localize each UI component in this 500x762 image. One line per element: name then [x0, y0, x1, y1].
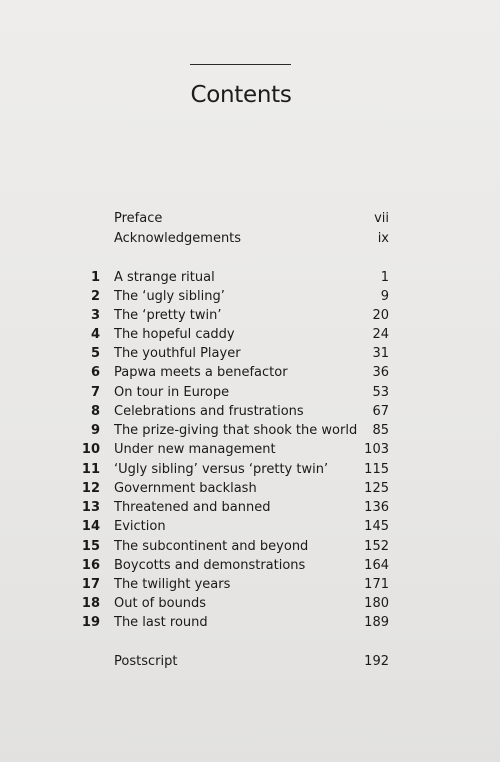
toc-entry-acknowledgements[interactable] [0, 231, 500, 247]
chapter-page: 115 [364, 462, 389, 477]
chapter-title: Boycotts and demonstrations [114, 558, 306, 573]
chapter-number: 1 [90, 270, 100, 285]
toc-entry-page: ix [377, 231, 389, 246]
chapter-page: 164 [364, 558, 389, 573]
chapter-title: Out of bounds [114, 596, 207, 611]
chapter-page: 1 [380, 270, 389, 285]
chapter-title: The hopeful caddy [114, 327, 235, 342]
chapter-page: 180 [364, 596, 389, 611]
chapter-title: Papwa meets a benefactor [114, 365, 288, 380]
toc-entry-preface[interactable] [0, 211, 500, 227]
chapter-title: The ‘ugly sibling’ [114, 289, 225, 304]
chapter-page: 20 [372, 308, 389, 323]
toc-chapter-5[interactable] [0, 346, 500, 362]
chapter-page: 85 [372, 423, 389, 438]
chapter-number: 5 [90, 346, 100, 361]
toc-chapter-7[interactable] [0, 385, 500, 401]
chapter-title: Government backlash [114, 481, 257, 496]
chapter-page: 24 [372, 327, 389, 342]
chapter-number: 8 [90, 404, 100, 419]
page-title: Contents [190, 82, 292, 108]
chapter-page: 103 [364, 442, 389, 457]
chapter-number: 15 [81, 539, 100, 554]
chapter-number: 7 [90, 385, 100, 400]
chapter-number: 11 [81, 462, 100, 477]
chapter-page: 171 [364, 577, 389, 592]
chapter-number: 9 [90, 423, 100, 438]
chapter-title: The prize-giving that shook the world [114, 423, 358, 438]
chapter-title: Under new management [114, 442, 276, 457]
chapter-title: On tour in Europe [114, 385, 230, 400]
chapter-number: 12 [81, 481, 100, 496]
toc-chapter-17[interactable] [0, 577, 500, 593]
toc-chapter-11[interactable] [0, 462, 500, 478]
chapter-page: 53 [372, 385, 389, 400]
chapter-page: 31 [372, 346, 389, 361]
toc-chapter-19[interactable] [0, 615, 500, 631]
toc-entry-label: Acknowledgements [114, 231, 242, 246]
chapter-page: 9 [380, 289, 389, 304]
chapter-page: 189 [364, 615, 389, 630]
chapter-title: The last round [114, 615, 208, 630]
toc-chapter-8[interactable] [0, 404, 500, 420]
chapter-title: Threatened and banned [114, 500, 271, 515]
chapter-title: The youthful Player [114, 346, 241, 361]
toc-entry-page: 192 [364, 654, 389, 669]
chapter-number: 2 [90, 289, 100, 304]
chapter-title: ‘Ugly sibling’ versus ‘pretty twin’ [114, 462, 329, 477]
toc-entry-postscript[interactable] [0, 654, 500, 670]
chapter-title: The ‘pretty twin’ [114, 308, 222, 323]
chapter-title: A strange ritual [114, 270, 215, 285]
chapter-title: The twilight years [114, 577, 231, 592]
chapter-page: 145 [364, 519, 389, 534]
chapter-page: 152 [364, 539, 389, 554]
chapter-number: 3 [90, 308, 100, 323]
toc-chapter-15[interactable] [0, 539, 500, 555]
chapter-title: The subcontinent and beyond [114, 539, 309, 554]
chapter-number: 13 [81, 500, 100, 515]
chapter-title: Celebrations and frustrations [114, 404, 304, 419]
chapter-title: Eviction [114, 519, 166, 534]
toc-chapter-16[interactable] [0, 558, 500, 574]
chapter-number: 6 [90, 365, 100, 380]
chapter-page: 136 [364, 500, 389, 515]
toc-chapter-10[interactable] [0, 442, 500, 458]
toc-chapter-12[interactable] [0, 481, 500, 497]
chapter-number: 10 [81, 442, 100, 457]
toc-chapter-18[interactable] [0, 596, 500, 612]
chapter-number: 14 [81, 519, 100, 534]
chapter-number: 18 [81, 596, 100, 611]
chapter-number: 16 [81, 558, 100, 573]
chapter-page: 67 [372, 404, 389, 419]
toc-chapter-9[interactable] [0, 423, 500, 439]
toc-chapter-13[interactable] [0, 500, 500, 516]
toc-chapter-14[interactable] [0, 519, 500, 535]
toc-entry-label: Preface [114, 211, 163, 226]
chapter-page: 36 [372, 365, 389, 380]
toc-chapter-2[interactable] [0, 289, 500, 305]
chapter-number: 17 [81, 577, 100, 592]
toc-chapter-3[interactable] [0, 308, 500, 324]
toc-chapter-1[interactable] [0, 270, 500, 286]
toc-entry-label: Postscript [114, 654, 178, 669]
chapter-number: 19 [81, 615, 100, 630]
chapter-number: 4 [90, 327, 100, 342]
toc-chapter-6[interactable] [0, 365, 500, 381]
chapter-page: 125 [364, 481, 389, 496]
toc-chapter-4[interactable] [0, 327, 500, 343]
toc-entry-page: vii [374, 211, 389, 226]
heading-rule [190, 64, 291, 65]
